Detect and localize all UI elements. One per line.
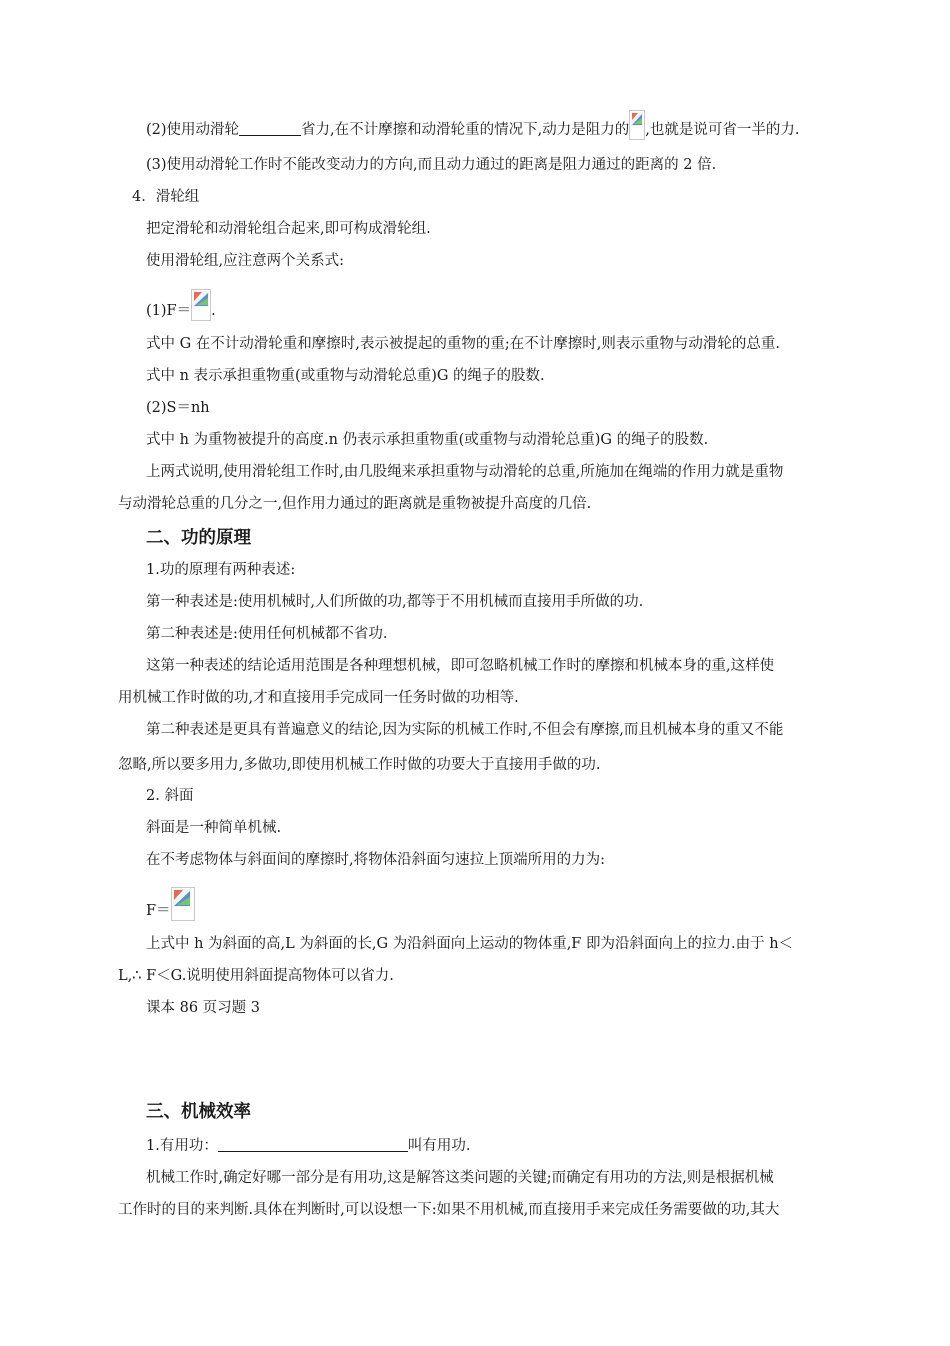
- line-paragraph: 式中 n 表示承担重物重(或重物与动滑轮总重)G 的绳子的股数.: [146, 368, 545, 384]
- line-text: F＝: [146, 903, 171, 919]
- line-formula-distance: (2)S＝nh: [146, 400, 210, 416]
- line-paragraph: 式中 h 为重物被提升的高度.n 仍表示承担重物重(或重物与动滑轮总重)G 的绳子的股数.: [146, 432, 709, 448]
- line-paragraph: 斜面是一种简单机械.: [146, 820, 282, 836]
- line-heading-pulley-block: 4．滑轮组: [132, 189, 200, 205]
- line-paragraph: 忽略,所以要多用力,多做功,即使用机械工作时做的功要大于直接用手做的功.: [118, 757, 601, 773]
- line-paragraph: 第一种表述是:使用机械时,人们所做的功,都等于不用机械而直接用手所做的功.: [146, 594, 644, 610]
- line-paragraph: 把定滑轮和动滑轮组合起来,即可构成滑轮组.: [146, 221, 431, 237]
- line-text: 省力,在不计摩擦和动滑轮重的情况下,动力是阻力的: [301, 122, 630, 138]
- line-paragraph: 机械工作时,确定好哪一部分是有用功,这是解答这类问题的关键;而确定有用功的方法,则是根据机械: [146, 1170, 774, 1186]
- line-paragraph: 上式中 h 为斜面的高,L 为斜面的长,G 为沿斜面向上运动的物体重,F 即为沿斜面向上的拉力.由于 h＜: [146, 936, 794, 952]
- line-moving-pulley-2: [146, 110, 799, 140]
- line-paragraph: 使用滑轮组,应注意两个关系式:: [146, 253, 344, 269]
- line-paragraph: L,∴ F＜G.说明使用斜面提高物体可以省力.: [118, 968, 394, 984]
- line-moving-pulley-3: (3)使用动滑轮工作时不能改变动力的方向,而且动力通过的距离是阻力通过的距离的 2 倍.: [146, 157, 717, 173]
- line-text: .: [211, 303, 216, 319]
- line-text: 叫有用功.: [407, 1138, 471, 1154]
- line-text: 1.有用功：: [146, 1138, 218, 1154]
- line-paragraph: 工作时的目的来判断.具体在判断时,可以设想一下:如果不用机械,而直接用手来完成任务需要做的功,其大: [118, 1202, 780, 1218]
- line-paragraph: 式中 G 在不计动滑轮重和摩擦时,表示被提起的重物的重;在不计摩擦时,则表示重物与动滑轮的总重.: [146, 336, 781, 352]
- line-exercise-reference: 课本 86 页习题 3: [146, 1000, 261, 1016]
- line-useful-work: [146, 1136, 470, 1156]
- line-paragraph: 在不考虑物体与斜面间的摩擦时,将物体沿斜面匀速拉上顶端所用的力为:: [146, 852, 605, 868]
- line-formula-incline: [146, 887, 195, 921]
- line-paragraph: 与动滑轮总重的几分之一,但作用力通过的距离就是重物被提升高度的几倍.: [118, 496, 592, 512]
- broken-formula-image-icon: [191, 289, 211, 321]
- line-paragraph: 这第一种表述的结论适用范围是各种理想机械，即可忽略机械工作时的摩擦和机械本身的重,这样使: [146, 658, 775, 674]
- line-text: (1)F＝: [146, 303, 192, 319]
- line-text: (2)使用动滑轮: [146, 122, 240, 138]
- line-text: ,也就是说可省一半的力.: [645, 122, 800, 138]
- line-paragraph: 用机械工作时做的功,才和直接用手完成同一任务时做的功相等.: [118, 690, 519, 706]
- line-heading-incline: 2. 斜面: [146, 788, 194, 804]
- broken-formula-image-icon: [629, 110, 645, 140]
- fill-in-blank[interactable]: [239, 121, 301, 136]
- line-paragraph: 第二种表述是:使用任何机械都不省功.: [146, 626, 388, 642]
- fill-in-blank[interactable]: [218, 1137, 408, 1152]
- line-paragraph: 第二种表述是更具有普遍意义的结论,因为实际的机械工作时,不但会有摩擦,而且机械本身的重又不能: [146, 722, 784, 738]
- line-paragraph: 1.功的原理有两种表述:: [146, 562, 296, 578]
- line-paragraph: 上两式说明,使用滑轮组工作时,由几股绳来承担重物与动滑轮的总重,所施加在绳端的作用力就是重物: [146, 464, 784, 480]
- broken-formula-image-icon: [171, 887, 195, 921]
- section-heading-mechanical-efficiency: 三、机械效率: [146, 1102, 251, 1122]
- section-heading-work-principle: 二、功的原理: [146, 528, 251, 548]
- line-formula-force: [146, 289, 216, 321]
